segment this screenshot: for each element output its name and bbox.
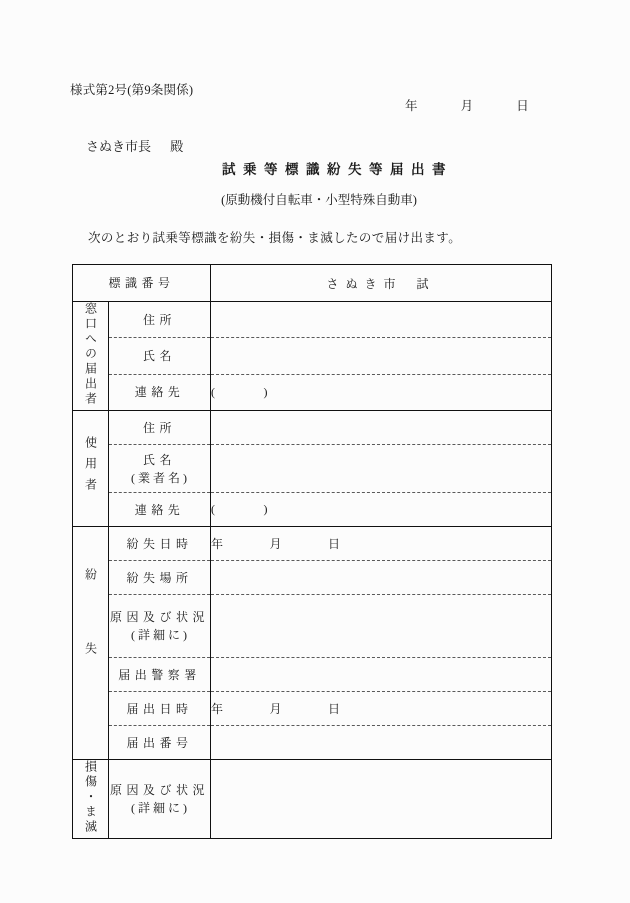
- table-row: [73, 561, 552, 595]
- report-datetime-month: 月: [269, 702, 283, 717]
- user-name-label: [109, 445, 211, 493]
- user-contact-label: 連絡先: [109, 493, 211, 527]
- form-table: [72, 264, 552, 839]
- report-number-value[interactable]: [211, 726, 552, 760]
- damage-cause-value[interactable]: [211, 760, 552, 839]
- table-row: [73, 595, 552, 658]
- loss-police-station-label: 届出警察署: [109, 658, 211, 692]
- user-address-label: 住所: [109, 411, 211, 445]
- table-row: [73, 411, 552, 445]
- table-row: [73, 445, 552, 493]
- header-date-line: [405, 96, 529, 114]
- section-label-reporter: 窓口への届出者: [73, 302, 109, 411]
- section-label-damage: 損傷・ま滅: [73, 760, 109, 839]
- page-subtitle: (原動機付自転車・小型特殊自動車): [221, 193, 417, 207]
- plate-number-city: さぬき市: [326, 276, 403, 291]
- table-row: [73, 658, 552, 692]
- addressee-name: さぬき市長: [86, 139, 152, 154]
- table-row: [73, 302, 552, 338]
- report-number-label: 届出番号: [109, 726, 211, 760]
- report-datetime-year: 年: [211, 702, 224, 717]
- loss-place-value[interactable]: [211, 561, 552, 595]
- reporter-contact-label: 連絡先: [109, 374, 211, 410]
- header-date-month: 月: [460, 99, 474, 113]
- damage-cause-label-main: 原因及び状況: [110, 783, 210, 798]
- header-date-day: 日: [516, 99, 529, 113]
- report-datetime-value[interactable]: [211, 692, 552, 726]
- reporter-address-label: 住所: [109, 302, 211, 338]
- report-datetime-label: 届出日時: [109, 692, 211, 726]
- table-row: [73, 265, 552, 302]
- user-name-label-sub: (業者名): [131, 470, 190, 485]
- header-date-year: 年: [405, 99, 418, 113]
- form-code: 様式第2号(第9条関係): [70, 83, 194, 97]
- loss-datetime-value[interactable]: [211, 527, 552, 561]
- user-contact-value[interactable]: [211, 493, 552, 527]
- loss-cause-label: [109, 595, 211, 658]
- addressee-line: [86, 136, 183, 155]
- loss-place-label: 紛失場所: [109, 561, 211, 595]
- table-row: [73, 527, 552, 561]
- section-label-loss: 紛失: [73, 527, 109, 760]
- plate-number-label: 標識番号: [73, 265, 211, 302]
- reporter-contact-paren-open: (: [211, 384, 216, 399]
- loss-cause-label-sub: (詳細に): [131, 628, 190, 643]
- intro-statement: 次のとおり試乗等標識を紛失・損傷・ま滅したので届け出ます。: [88, 231, 462, 245]
- table-row: [73, 692, 552, 726]
- loss-cause-label-main: 原因及び状況: [110, 610, 210, 625]
- table-row: [73, 726, 552, 760]
- user-contact-paren-open: (: [211, 502, 216, 517]
- damage-cause-label-sub: (詳細に): [131, 801, 190, 816]
- page-title: 試乗等標識紛失等届出書: [222, 162, 453, 177]
- user-name-value[interactable]: [211, 445, 552, 493]
- table-row: [73, 374, 552, 410]
- reporter-name-value[interactable]: [211, 338, 552, 374]
- loss-police-station-value[interactable]: [211, 658, 552, 692]
- table-row: [73, 760, 552, 839]
- section-label-user: 使用者: [73, 411, 109, 527]
- plate-number-value: [211, 265, 552, 302]
- loss-datetime-year: 年: [211, 537, 224, 552]
- reporter-address-value[interactable]: [211, 302, 552, 338]
- table-row: [73, 338, 552, 374]
- loss-datetime-month: 月: [269, 537, 283, 552]
- user-contact-paren-close: ): [263, 502, 269, 517]
- plate-number-suffix: 試: [416, 276, 436, 291]
- loss-datetime-label: 紛失日時: [109, 527, 211, 561]
- damage-cause-label: [109, 760, 211, 839]
- reporter-name-label: 氏名: [109, 338, 211, 374]
- user-address-value[interactable]: [211, 411, 552, 445]
- table-row: [73, 493, 552, 527]
- loss-datetime-day: 日: [328, 537, 341, 552]
- addressee-honorific: 殿: [170, 139, 184, 154]
- reporter-contact-value[interactable]: [211, 374, 552, 410]
- reporter-contact-paren-close: ): [263, 384, 269, 399]
- user-name-label-main: 氏名: [143, 452, 177, 467]
- loss-cause-value[interactable]: [211, 595, 552, 658]
- report-datetime-day: 日: [328, 702, 341, 717]
